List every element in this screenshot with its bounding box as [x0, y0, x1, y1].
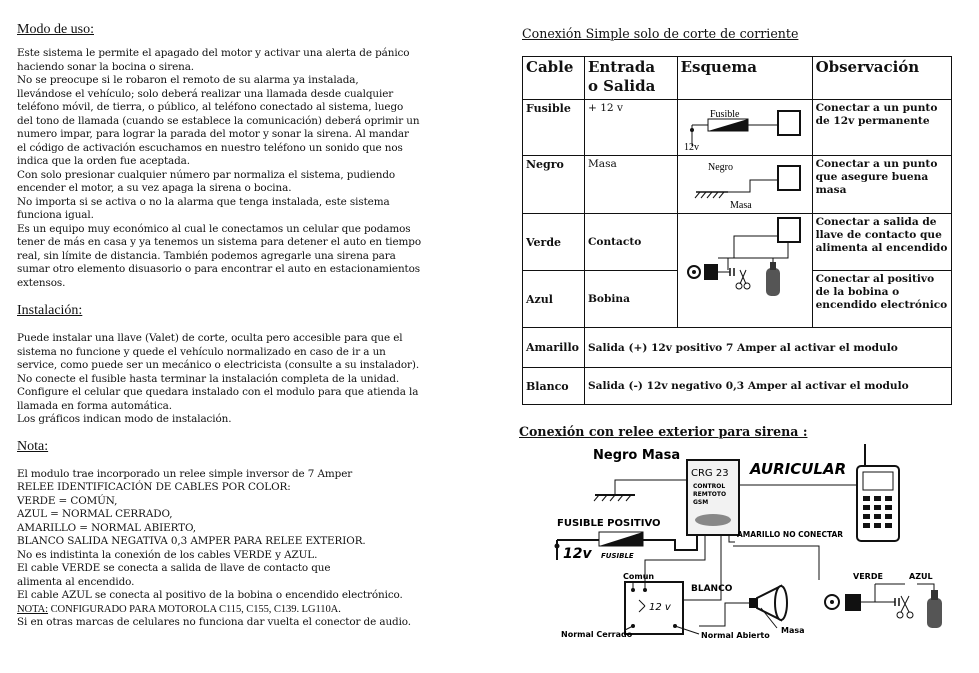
nota-models: CONFIGURADO PARA MOTOROLA C115, C155, C139. LG110A.: [48, 603, 341, 615]
fuse-diagram: [678, 100, 812, 154]
nota-line: AZUL = NORMAL CERRADO,: [17, 508, 173, 520]
nota-line: El modulo trae incorporado un relee simple inversor de 7 Amper: [17, 467, 353, 480]
entrada-fusible: + 12 v: [584, 100, 677, 156]
modo-line: encender el motor, a su vez apaga la sirena o bocina.: [17, 182, 292, 194]
left-column: [17, 22, 437, 630]
cable-verde: Verde: [523, 214, 585, 271]
modo-line: funciona igual.: [17, 209, 94, 221]
modo-line: tener de más en casa y ya tenemos un sistema para detener el auto en tiempo: [17, 236, 422, 248]
fusible-label: Fusible: [709, 109, 740, 120]
schema-verde-azul: [677, 214, 812, 328]
blanco-desc: Salida (-) 12v negativo 0,3 Amper al activar el modulo: [584, 368, 951, 405]
crg-sub-0: CONTROL: [693, 483, 726, 490]
relay-diagram: [545, 440, 965, 665]
amarillo-desc: Salida (+) 12v positivo 7 Amper al activar el modulo: [584, 328, 951, 368]
instalacion-line: service, como puede ser un mecánico o electricista (consulte a su instalador).: [17, 359, 420, 371]
modo-heading: Modo de uso:: [17, 22, 94, 37]
table-row: [523, 214, 952, 271]
nota-heading: Nota:: [17, 438, 49, 454]
modo-line: del tono de llamada (cuando se establece la comunicación) deberá oprimir un: [17, 114, 420, 127]
entrada-verde: Contacto: [584, 214, 677, 271]
simple-connection-title: Conexión Simple solo de corte de corriente: [522, 26, 799, 41]
crg-sub-1: REMTOTO: [693, 491, 727, 498]
modo-line: real, sin límite de distancia. También podemos agregarle una sirena para: [17, 249, 396, 262]
modo-line: el código de activación escuchamos en nuestro teléfono un sonido que nos: [17, 141, 403, 154]
modo-line: No importa si se activa o no la alarma que tenga instalada, este sistema: [17, 195, 390, 208]
modo-line: Con solo presionar cualquier número par normaliza el sistema, pudiendo: [17, 168, 396, 181]
negro-label: Negro: [707, 162, 733, 173]
obs-negro: Conectar a un punto que asegure buena masa: [812, 156, 951, 214]
modo-line: No se preocupe si le robaron el remoto de su alarma ya instalada,: [17, 74, 359, 86]
table-header-row: [523, 57, 952, 100]
instalacion-line: Los gráficos indican modo de instalación.: [17, 413, 232, 425]
crg-label: CRG 23: [691, 468, 729, 479]
cable-amarillo: Amarillo: [523, 328, 585, 368]
nota-models-line: [17, 603, 437, 630]
instalacion-heading: Instalación:: [17, 303, 83, 318]
nota-line: AMARILLO = NORMAL ABIERTO,: [17, 521, 196, 534]
crg-sub-2: GSM: [693, 499, 709, 506]
nota-line: El cable AZUL se conecta al positivo de la bobina o encendido electrónico.: [17, 589, 403, 601]
modo-line: extensos.: [17, 276, 66, 289]
instalacion-line: sistema no funcione y quede el vehículo normalizado en caso de ir a un: [17, 345, 386, 358]
modo-line: numero impar, para lograr la parada del motor y sonar la sirena. Al mandar: [17, 128, 409, 140]
entrada-negro: Masa: [584, 156, 677, 214]
nota-line: RELEE IDENTIFICACIÓN DE CABLES POR COLOR:: [17, 481, 291, 493]
obs-verde: Conectar a salida de llave de contacto que alimenta al encendido: [812, 214, 951, 271]
header-observacion: Observación: [812, 57, 951, 100]
negro-masa-label: Negro Masa: [593, 448, 681, 463]
obs-fusible: Conectar a un punto de 12v permanente: [812, 100, 951, 156]
verde-label: VERDE: [853, 572, 883, 581]
cable-azul: Azul: [523, 271, 585, 328]
schema-fusible: [677, 100, 812, 156]
modo-line: Es un equipo muy económico al cual le conectamos un celular que podamos: [17, 222, 411, 235]
normal-abierto-label: Normal Abierto: [701, 631, 770, 640]
masa-label: Masa: [729, 200, 752, 211]
nota-last: Si en otras marcas de celulares no funciona dar vuelta el conector de audio.: [17, 616, 411, 628]
relee-title: Conexión con relee exterior para sirena :: [519, 424, 808, 439]
diagram-12v-label: 12v: [563, 546, 592, 562]
obs-azul: Conectar al positivo de la bobina o encendido electrónico: [812, 271, 951, 328]
nota-line: VERDE = COMÚN,: [17, 494, 118, 507]
schema-negro: [677, 156, 812, 214]
nota-line: El cable VERDE se conecta a salida de llave de contacto que: [17, 562, 331, 574]
modo-line: haciendo sonar la bocina o sirena.: [17, 60, 195, 73]
v12-label: 12v: [683, 142, 699, 153]
table-row: [523, 100, 952, 156]
connection-table: [522, 56, 952, 405]
nota-line: No es indistinta la conexión de los cables VERDE y AZUL.: [17, 548, 318, 561]
modo-line: teléfono móvil, de tierra, o público, al teléfono conectado al sistema, luego: [17, 101, 404, 113]
modo-line: sumar otro elemento disuasorio o para encontrar el auto en estacionamientos: [17, 263, 421, 275]
instalacion-paragraph: [17, 332, 437, 427]
relay-12v-label: 12 v: [649, 602, 671, 613]
nota-line: alimenta al encendido.: [17, 575, 135, 588]
instalacion-line: Puede instalar una llave (Valet) de corte, oculta pero accesible para que el: [17, 332, 403, 344]
header-esquema: Esquema: [677, 57, 812, 100]
blanco-label: BLANCO: [691, 584, 733, 594]
fusible-small-label: FUSIBLE: [601, 552, 634, 560]
nota-line: BLANCO SALIDA NEGATIVA 0,3 AMPER PARA RELEE EXTERIOR.: [17, 535, 366, 547]
azul-label: AZUL: [909, 572, 933, 581]
cable-fusible: Fusible: [523, 100, 585, 156]
table-row: [523, 156, 952, 214]
modo-line: indica que la orden fue aceptada.: [17, 155, 190, 167]
modo-paragraph: [17, 47, 437, 290]
normal-cerrado-label: Normal Cerrado: [561, 630, 633, 639]
cable-negro: Negro: [523, 156, 585, 214]
comun-label: Comun: [623, 572, 655, 581]
header-entrada: Entrada o Salida: [584, 57, 677, 100]
auricular-label: AURICULAR: [750, 460, 847, 478]
horn-masa-label: Masa: [781, 626, 805, 635]
nota-paragraph: [17, 468, 437, 603]
instalacion-line: llamada en forma automática.: [17, 399, 172, 412]
cable-blanco: Blanco: [523, 368, 585, 405]
entrada-azul: Bobina: [584, 271, 677, 328]
fusible-positivo-label: FUSIBLE POSITIVO: [557, 518, 661, 529]
instalacion-line: No conecte el fusible hasta terminar la instalación completa de la unidad.: [17, 372, 400, 385]
nota-label: NOTA:: [17, 603, 49, 615]
table-row: [523, 368, 952, 405]
modo-line: Este sistema le permite el apagado del motor y activar una alerta de pánico: [17, 47, 410, 59]
ground-diagram: [678, 156, 812, 212]
amarillo-label: AMARILLO NO CONECTAR: [737, 530, 844, 539]
modo-line: llevándose el vehículo; solo deberá realizar una llamada desde cualquier: [17, 87, 394, 100]
header-cable: Cable: [523, 57, 585, 100]
ignition-diagram: [678, 214, 812, 326]
instalacion-line: Configure el celular que quedara instalado con el modulo para que atienda la: [17, 386, 419, 398]
table-row: [523, 328, 952, 368]
